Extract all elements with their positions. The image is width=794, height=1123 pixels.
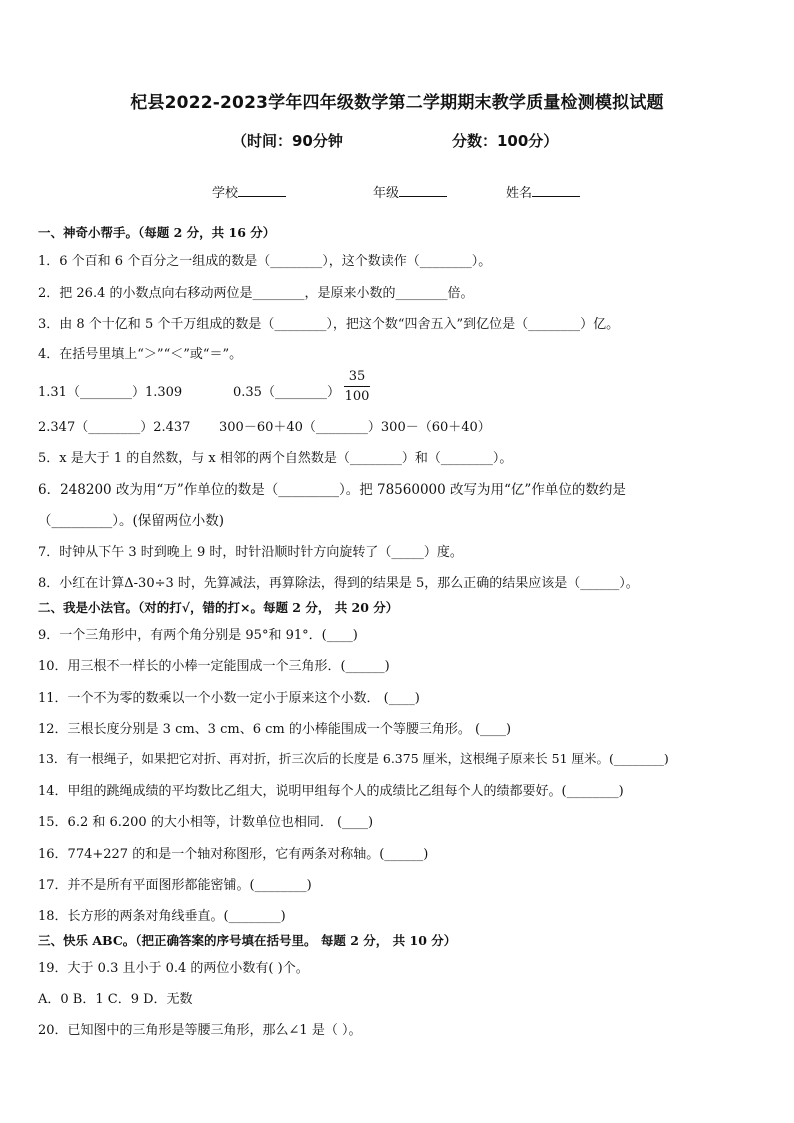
question-15: 15．6.2 和 6.200 的大小相等，计数单位也相同． (____) <box>38 815 374 830</box>
question-17: 17．并不是所有平面图形都能密铺。(________) <box>38 878 312 893</box>
question-14: 14．甲组的跳绳成绩的平均数比乙组大，说明甲组每个人的成绩比乙组每个人的绩都要好。(________) <box>38 784 624 799</box>
name-label: 姓名 <box>506 186 533 201</box>
question-4c: 2.347（________）2.437 <box>38 420 191 435</box>
school-blank[interactable] <box>238 183 286 197</box>
question-20: 20．已知图中的三角形是等腰三角形，那么∠1 是（ ）。 <box>38 1023 362 1038</box>
question-18: 18．长方形的两条对角线垂直。(________) <box>38 909 286 924</box>
grade-field <box>373 182 447 201</box>
fraction-bar <box>344 386 370 387</box>
page-title: 杞县2022-2023学年四年级数学第二学期期末教学质量检测模拟试题 <box>130 93 664 113</box>
question-8: 8．小红在计算Δ-30÷3 时，先算减法，再算除法，得到的结果是 5，那么正确的结果应该是（______）。 <box>38 576 639 591</box>
question-19: 19．大于 0.3 且小于 0.4 的两位小数有( )个。 <box>38 961 309 976</box>
question-12: 12．三根长度分别是 3 cm、3 cm、6 cm 的小棒能围成一个等腰三角形。 (____) <box>38 722 512 737</box>
question-13: 13．有一根绳子，如果把它对折、再对折，折三次后的长度是 6.375 厘米，这根绳子原来长 51 厘米。(________) <box>38 751 669 766</box>
exam-time: （时间：90分钟 <box>232 132 343 150</box>
question-4: 4．在括号里填上“＞”“＜”或“＝”。 <box>38 347 243 362</box>
question-4d: 300－60＋40（________）300－（60＋40） <box>219 420 491 435</box>
question-11: 11．一个不为零的数乘以一个小数一定小于原来这个小数． (____) <box>38 691 420 706</box>
school-label: 学校 <box>212 186 239 201</box>
question-9: 9．一个三角形中，有两个角分别是 95°和 91°．(____) <box>38 628 358 643</box>
question-7: 7．时钟从下午 3 时到晚上 9 时，时针沿顺时针方向旋转了（_____）度。 <box>38 545 463 560</box>
question-6-line-2: （_________）。(保留两位小数) <box>38 513 225 529</box>
exam-score: 分数：100分） <box>452 132 559 150</box>
fraction-35-100 <box>344 369 370 404</box>
question-5: 5．x 是大于 1 的自然数，与 x 相邻的两个自然数是（________）和（________）。 <box>38 451 513 466</box>
name-field <box>506 182 580 201</box>
fraction-numerator: 35 <box>348 369 366 384</box>
question-6-line-1: 6．248200 改为用“万”作单位的数是（_________）。把 78560000 改写为用“亿”作单位的数约是 <box>38 482 626 498</box>
question-4b: 0.35（________） <box>233 385 340 400</box>
question-2: 2．把 26.4 的小数点向右移动两位是________，是原来小数的________倍。 <box>38 286 474 301</box>
question-10: 10．用三根不一样长的小棒一定能围成一个三角形．(______) <box>38 659 390 674</box>
section-1-heading: 一、神奇小帮手。（每题 2 分，共 16 分） <box>38 225 276 240</box>
section-2-heading: 二、我是小法官。（对的打√，错的打×。每题 2 分， 共 20 分） <box>38 600 399 615</box>
question-1: 1．6 个百和 6 个百分之一组成的数是（________），这个数读作（________）。 <box>38 254 492 269</box>
question-3: 3．由 8 个十亿和 5 个千万组成的数是（________），把这个数“四舍五入”到亿位是（________）亿。 <box>38 317 620 332</box>
name-blank[interactable] <box>532 183 580 197</box>
question-16: 16．774+227 的和是一个轴对称图形，它有两条对称轴。(______) <box>38 847 429 862</box>
school-field <box>212 182 286 201</box>
section-3-heading: 三、快乐 ABC。（把正确答案的序号填在括号里。 每题 2 分， 共 10 分） <box>38 933 457 948</box>
fraction-denominator: 100 <box>344 389 370 404</box>
question-19-options: A．0 B．1 C．9 D．无数 <box>38 992 193 1007</box>
grade-blank[interactable] <box>399 183 447 197</box>
question-4a: 1.31（________）1.309 <box>38 385 183 400</box>
grade-label: 年级 <box>373 186 400 201</box>
